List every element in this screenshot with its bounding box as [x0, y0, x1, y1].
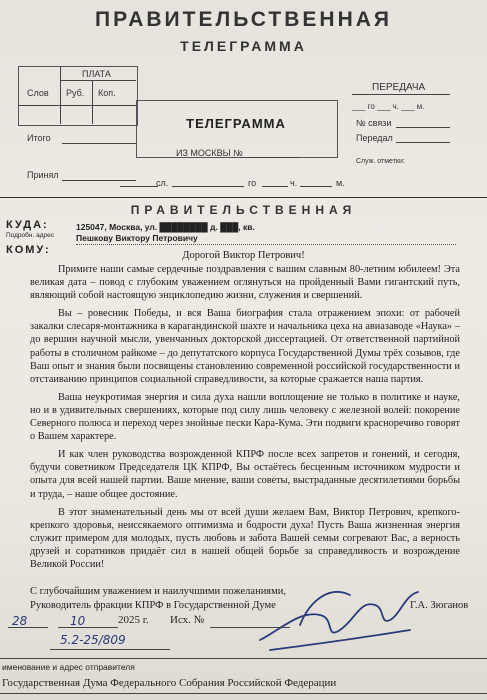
peredal-label: Передал [356, 133, 393, 143]
recipient-name: Пешкову Виктору Петровичу [76, 233, 198, 243]
kuda-label: КУДА: [6, 219, 49, 231]
time-label: ___ го ___ ч. ___ м. [352, 102, 425, 111]
go-line [172, 186, 244, 187]
outgoing-line [50, 649, 170, 650]
signature-icon [240, 570, 430, 660]
komu-label: КОМУ: [6, 244, 51, 256]
ch-label: ч. [290, 178, 298, 188]
letter-body [30, 263, 460, 576]
peredacha-label: ПЕРЕДАЧА [372, 82, 426, 93]
ish-label: Исх. № [170, 614, 205, 626]
table-divider [60, 66, 61, 124]
closing-line-2: Руководитель фракции КПРФ в Государственной Думе [30, 600, 276, 611]
prinyal-label: Принял [27, 170, 59, 180]
ch-line [262, 186, 288, 187]
svyazi-label: № связи [356, 118, 392, 128]
signer-name: Г.А. Зюганов [410, 600, 469, 611]
itogo-label: Итого [27, 133, 51, 143]
go-label: го [248, 178, 257, 188]
itogo-line [62, 143, 136, 144]
sender-rule [0, 658, 487, 659]
table-divider [60, 80, 136, 81]
date-month-line [58, 627, 118, 628]
telegramma-label: ТЕЛЕГРАММА [186, 116, 286, 131]
sl-label: сл. [156, 178, 169, 188]
kuda-sub: Подробн. адрес [6, 232, 54, 239]
kop-label: Коп. [98, 88, 116, 98]
paragraph: Ваша неукротимая энергия и сила духа нашли воплощение не только в политике и науке, но и в удивительных свершениях, которые под силу лишь человеку с железной волей: покорение Северного полюса и переход через знойные пески Кара-Кума. Эти подвиги красноречиво говорят о Вашем характере. [30, 391, 460, 443]
date-month: 10 [70, 614, 86, 628]
address-line: 125047, Москва, ул. ████████ д. ███, кв. [76, 222, 255, 232]
slov-label: Слов [27, 88, 49, 98]
sender-label: именование и адрес отправителя [2, 662, 135, 672]
date-year: 2025 г. [118, 614, 149, 626]
iz-line [240, 157, 300, 158]
paragraph: И как член руководства возрожденной КПРФ после всех запретов и гонений, и сегодня, будучи советником Председателя ЦК КПРФ, Вы остаётесь бесценным источником мудрости и опыта для всей нашей партии. Ваше мнение, ваши советы, выстраданные десятилетиями борьбы и труда, – наше общее достояние. [30, 449, 460, 500]
banner-text: ПРАВИТЕЛЬСТВЕННАЯ [130, 203, 357, 217]
paragraph: В этот знаменательный день мы от всей души желаем Вам, Виктор Петрович, крепкого-крепкого здоровья, неиссякаемого оптимизма и бодрости духа! Пусть Ваша жизненная энергия служит примером для молодых, пусть любовь и забота Вашей семьи согревают Вас, а верность друзей и соратников придаёт сил в нашей общей борьбе за справедливость и возрождение Великой России! [30, 506, 460, 570]
sender-line [0, 693, 487, 694]
svyazi-line [396, 127, 450, 128]
greeting: Дорогой Виктор Петрович! [182, 250, 305, 261]
ish-line [210, 627, 290, 628]
sl-line [120, 186, 158, 187]
peredacha-line [352, 94, 450, 95]
form-subtitle: ТЕЛЕГРАММА [180, 38, 307, 54]
m-label: м. [336, 178, 345, 188]
banner-rule [0, 197, 487, 198]
m-line [300, 186, 332, 187]
iz-moskvy-label: ИЗ МОСКВЫ № [176, 148, 243, 158]
paragraph: Вы – ровесник Победы, и вся Ваша биография стала отражением эпохи: от рабочей закалки слесаря-монтажника в карагандинской шахте и начальника цеха на авиазаводе «Наука» – до вершин научной мысли, увенчанных докторской диссертацией. От ответственной партийной работы в столичном райкоме – до депутатского корпуса Государственной Думы трёх созывов, где Ваш опыт и знания были посвящены становлению современной российской государственности и отстаиванию принципов социальной справедливости, за которые сражается наша партия. [30, 308, 460, 385]
paragraph: Примите наши самые сердечные поздравления с вашим славным 80-летним юбилеем! Эта великая дата – повод с глубоким уважением оглянуться на пройденный Вами гигантский путь, являющий собой настоящую энциклопедию жизни, служения и свершений. [30, 264, 460, 302]
table-divider [92, 80, 93, 124]
closing-line-1: С глубочайшим уважением и наилучшими пожеланиями, [30, 586, 287, 597]
prinyal-line [62, 180, 136, 181]
peredal-line [396, 142, 450, 143]
date-day-line [8, 627, 48, 628]
form-title: ПРАВИТЕЛЬСТВЕННАЯ [94, 8, 393, 31]
table-divider [18, 105, 136, 106]
rub-label: Руб. [66, 88, 85, 98]
kuda-line [76, 244, 456, 245]
plata-label: ПЛАТА [82, 69, 111, 79]
date-day: 28 [12, 614, 28, 628]
sluzh-label: Служ. отметки: [356, 158, 405, 165]
outgoing-number: 5.2-25/809 [60, 633, 126, 647]
sender-name: Государственная Дума Федерального Собрания Российской Федерации [2, 677, 337, 689]
